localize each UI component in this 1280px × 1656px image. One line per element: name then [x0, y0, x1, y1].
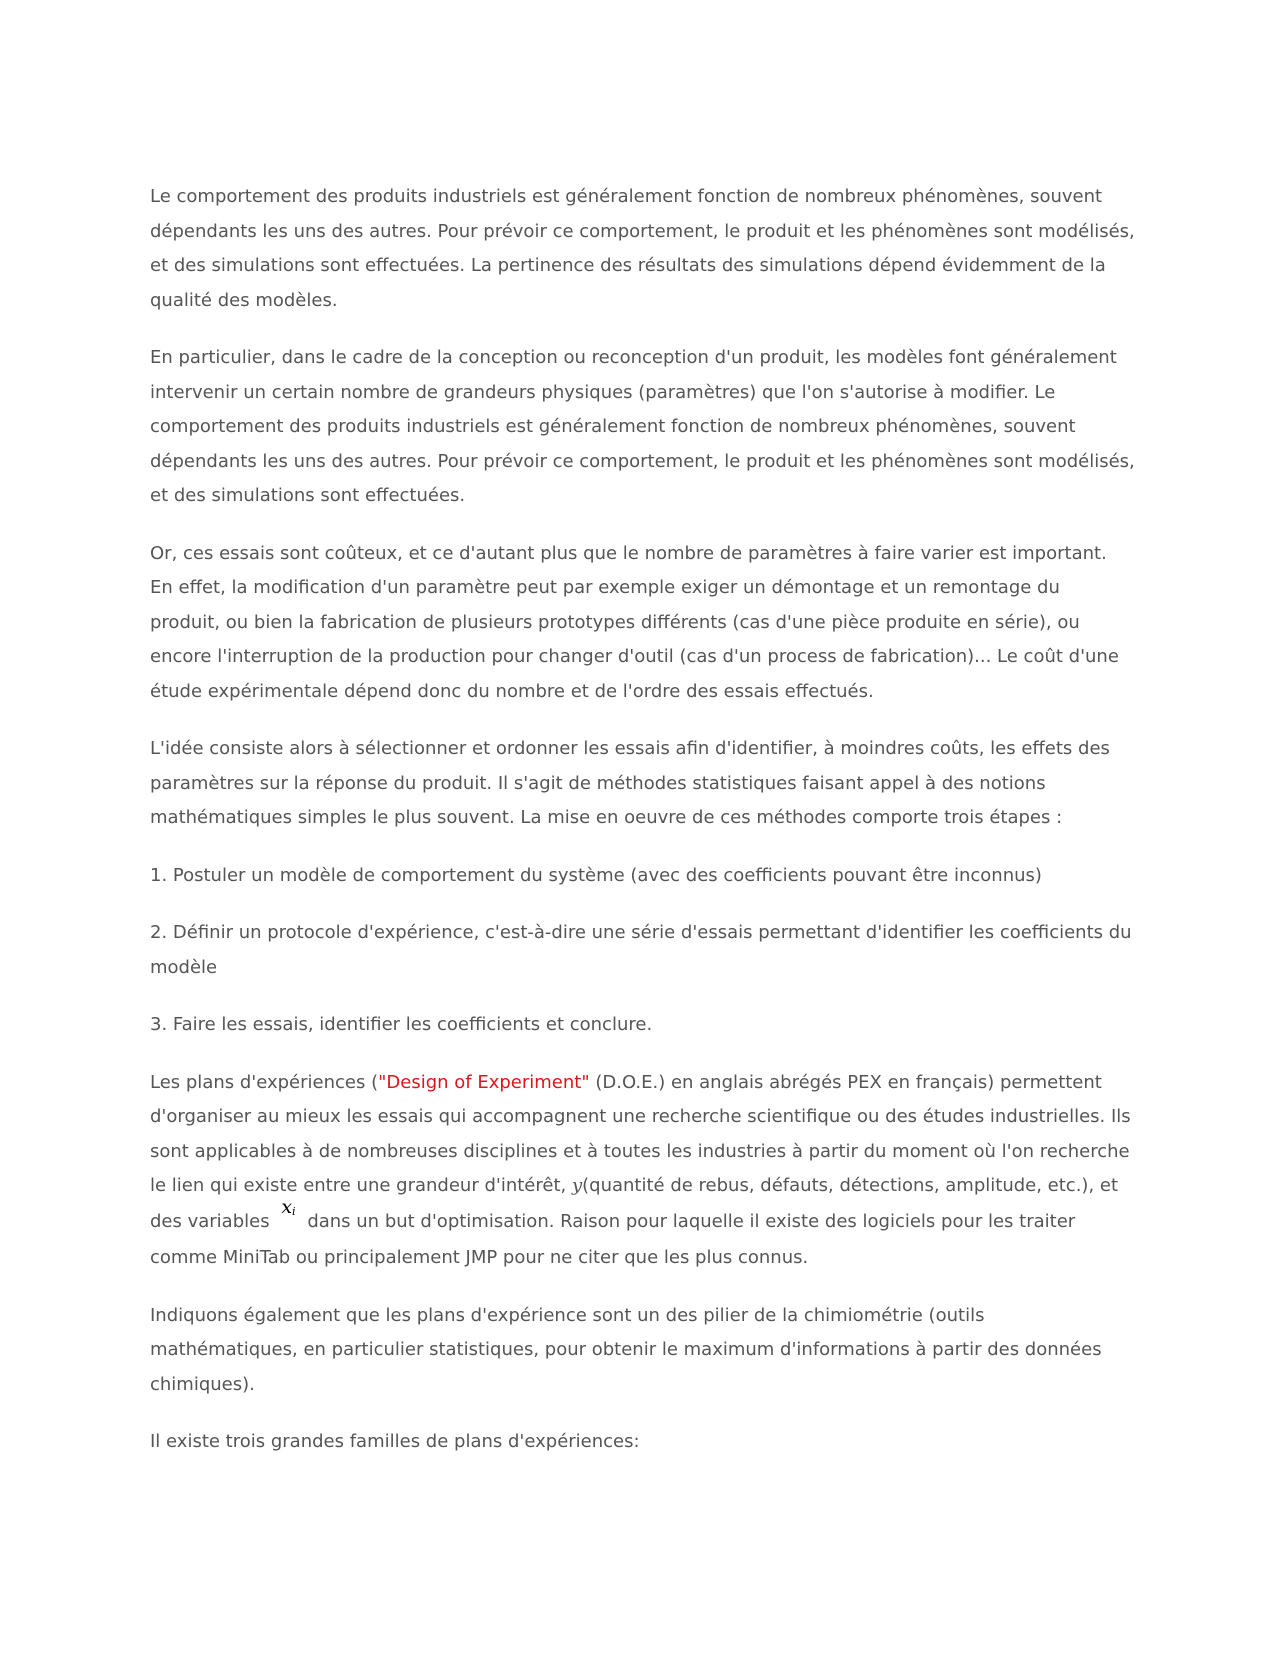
paragraph-chemometrics: Indiquons également que les plans d'expérience sont un des pilier de la chimiométrie (outils mathématiques, en particulier statistiques, pour obtenir le maximum d'informations à partir des données chimiques).: [150, 1304, 1102, 1395]
variable-x-subscript: i: [292, 1204, 296, 1218]
paragraph-intro: Le comportement des produits industriels est généralement fonction de nombreux phénomènes, souvent dépendants les uns des autres. Pour prévoir ce comportement, le produit et les phénomènes sont modélisés, et des simulations sont effectuées. La pertinence des résultats des simulations dépend évidemment de la qualité des modèles.: [150, 186, 1135, 311]
doe-text-end: dans un but d'optimisation. Raison pour laquelle il existe des logiciels pour les traiter comme MiniTab ou principalement JMP pour ne citer que les plus connus.: [150, 1210, 1076, 1268]
paragraph-doe: [150, 1066, 1135, 1276]
paragraph-families: Il existe trois grandes familles de plans d'expériences:: [150, 1431, 640, 1452]
variable-y: y: [571, 1175, 583, 1196]
step-1: 1. Postuler un modèle de comportement du système (avec des coefficients pouvant être inconnus): [150, 864, 1042, 886]
paragraph-conception: En particulier, dans le cadre de la conception ou reconception d'un produit, les modèles font généralement intervenir un certain nombre de grandeurs physiques (paramètres) que l'on s'autorise à modifier. Le comportement des produits industriels est généralement fonction de nombreux phénomènes, souvent dépendants les uns des autres. Pour prévoir ce comportement, le produit et les phénomènes sont modélisés, et des simulations sont effectuées.: [150, 347, 1135, 506]
paragraph-cost: Or, ces essais sont coûteux, et ce d'autant plus que le nombre de paramètres à faire varier est important. En effet, la modification d'un paramètre peut par exemple exiger un démontage et un remontage du produit, ou bien la fabrication de plusieurs prototypes différents (cas d'une pièce produite en série), ou encore l'interruption de la production pour changer d'outil (cas d'un process de fabrication)... Le coût d'une étude expérimentale dépend donc du nombre et de l'ordre des essais effectués.: [150, 542, 1119, 702]
step-2: 2. Définir un protocole d'expérience, c'est-à-dire une série d'essais permettant d'identifier les coefficients du modèle: [150, 922, 1132, 978]
document-body: [150, 180, 1135, 1483]
variable-xi: [281, 1196, 295, 1218]
doe-text-middle: (D.O.E.) en anglais abrégés PEX en français) permettent d'organiser au mieux les essais qui accompagnent une recherche scientifique ou des études industrielles. Ils sont applicables à de nombreuses disciplines et à toutes les industries à partir du moment où l'on recherche le lien qui existe entre une grandeur d'intérêt,: [150, 1071, 1131, 1196]
step-3: 3. Faire les essais, identifier les coefficients et conclure.: [150, 1014, 653, 1035]
design-of-experiment-link[interactable]: "Design of Experiment": [378, 1071, 590, 1093]
doe-text-vars: (quantité de rebus, défauts, détections, amplitude, etc.), et des variables: [150, 1175, 1119, 1232]
doe-text-start: Les plans d'expériences (: [150, 1071, 379, 1093]
variable-x-letter: x: [281, 1195, 293, 1218]
paragraph-idea: L'idée consiste alors à sélectionner et ordonner les essais afin d'identifier, à moindres coûts, les effets des paramètres sur la réponse du produit. Il s'agit de méthodes statistiques faisant appel à des notions mathématiques simples le plus souvent. La mise en oeuvre de ces méthodes comporte trois étapes :: [150, 738, 1110, 828]
